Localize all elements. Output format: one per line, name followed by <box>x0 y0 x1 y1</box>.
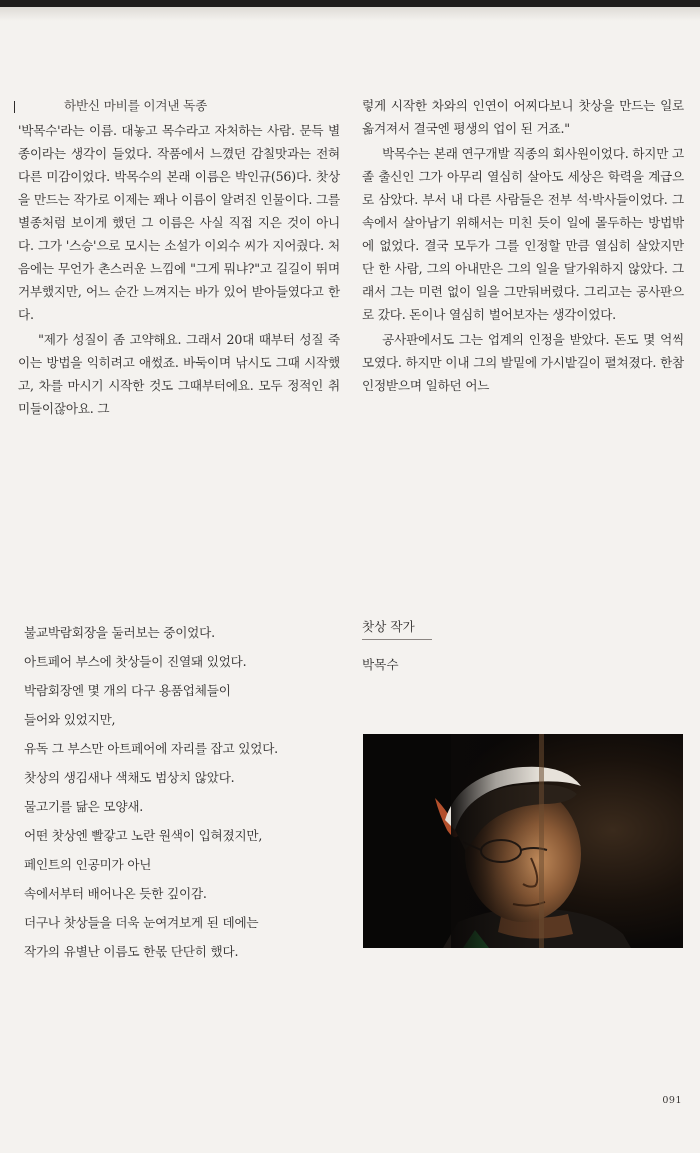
caption-line: 물고기를 닮은 모양새. <box>24 799 144 814</box>
caption-line: 더구나 찻상들을 더욱 눈여겨보게 된 데에는 <box>24 915 259 930</box>
article-paragraph-2: "제가 성질이 좀 고약해요. 그래서 20대 때부터 성질 죽이는 방법을 익히려고 애썼죠. 바둑이며 낚시도 그때 시작했고, 차를 마시기 시작한 것도 그때부터에요. 모두 정적인 취미들이잖아요. 그 <box>18 332 340 416</box>
article-paragraph-5: 공사판에서도 그는 업계의 인정을 받았다. 돈도 몇 억씩 모였다. 하지만 이내 그의 발밑에 가시밭길이 펼쳐졌다. 한참 인정받으며 일하던 어느 <box>362 332 684 393</box>
intro-caption <box>24 618 354 966</box>
article-column-left <box>18 94 340 420</box>
article-column-right <box>362 94 684 397</box>
section-heading <box>18 94 340 117</box>
artist-portrait-photo <box>363 734 683 948</box>
article-paragraph-1: '박목수'라는 이름. 대놓고 목수라고 자처하는 사람. 문득 별종이라는 생각이 들었다. 작품에서 느꼈던 감칠맛과는 전혀 다른 미감이었다. 박목수의 본래 이름은 박인규(56)다. 찻상을 만드는 작가로 이제는 꽤나 이름이 알려진 인물이다. 그를 별종처럼 보이게 했던 그 이름은 사실 직접 지은 것이 아니다. 그가 '스승'으로 모시는 소설가 이외수 씨가 지어줬다. 처음에는 무언가 촌스러운 느낌에 "그게 뭐냐?"고 길길이 뛰며 거부했지만, 어느 순간 느껴지는 바가 있어 받아들였다고 한다. <box>18 123 340 322</box>
article-paragraph-3: 렇게 시작한 차와의 인연이 어찌다보니 찻상을 만드는 일로 옮겨져서 결국엔 평생의 업이 된 거죠." <box>362 98 684 136</box>
caption-line: 아트페어 부스에 찻상들이 진열돼 있었다. <box>24 654 247 669</box>
caption-line: 어떤 찻상엔 빨갛고 노란 원색이 입혀졌지만, <box>24 828 263 843</box>
page-top-edge <box>0 0 700 7</box>
portrait-illustration <box>363 734 683 948</box>
page-top-shadow <box>0 7 700 21</box>
caption-line: 속에서부터 배어나온 듯한 깊이감. <box>24 886 207 901</box>
caption-line: 유독 그 부스만 아트페어에 자리를 잡고 있었다. <box>24 741 278 756</box>
caption-line: 페인트의 인공미가 아닌 <box>24 857 152 872</box>
section-marker-bar <box>14 101 15 113</box>
artist-label-underline <box>362 639 432 640</box>
artist-name: 박목수 <box>362 657 399 672</box>
caption-line: 들어와 있었지만, <box>24 712 116 727</box>
article-paragraph-4: 박목수는 본래 연구개발 직종의 회사원이었다. 하지만 고졸 출신인 그가 아무리 열심히 살아도 세상은 학력을 계급으로 삼았다. 부서 내 다른 사람들은 전부 석·박사들이었다. 그 속에서 살아남기 위해서는 미친 듯이 일에 몰두하는 방법밖에 없었다. 결국 모두가 그를 인정할 만큼 열심히 살았지만 단 한 사람, 그의 아내만은 그의 일을 달가워하지 않았다. 그래서 그는 미련 없이 일을 그만둬버렸다. 그리고는 공사판으로 갔다. 돈이나 열심히 벌어보자는 생각이었다. <box>362 146 684 322</box>
page-number: 091 <box>662 1095 682 1106</box>
caption-line: 불교박람회장을 둘러보는 중이었다. <box>24 625 215 640</box>
caption-line: 작가의 유별난 이름도 한몫 단단히 했다. <box>24 944 239 959</box>
caption-line: 찻상의 생김새나 색채도 범상치 않았다. <box>24 770 235 785</box>
section-heading-text: 하반신 마비를 이겨낸 독종 <box>64 98 208 113</box>
caption-line: 박람회장엔 몇 개의 다구 용품업체들이 <box>24 683 231 698</box>
artist-label: 찻상 작가 <box>362 619 415 634</box>
